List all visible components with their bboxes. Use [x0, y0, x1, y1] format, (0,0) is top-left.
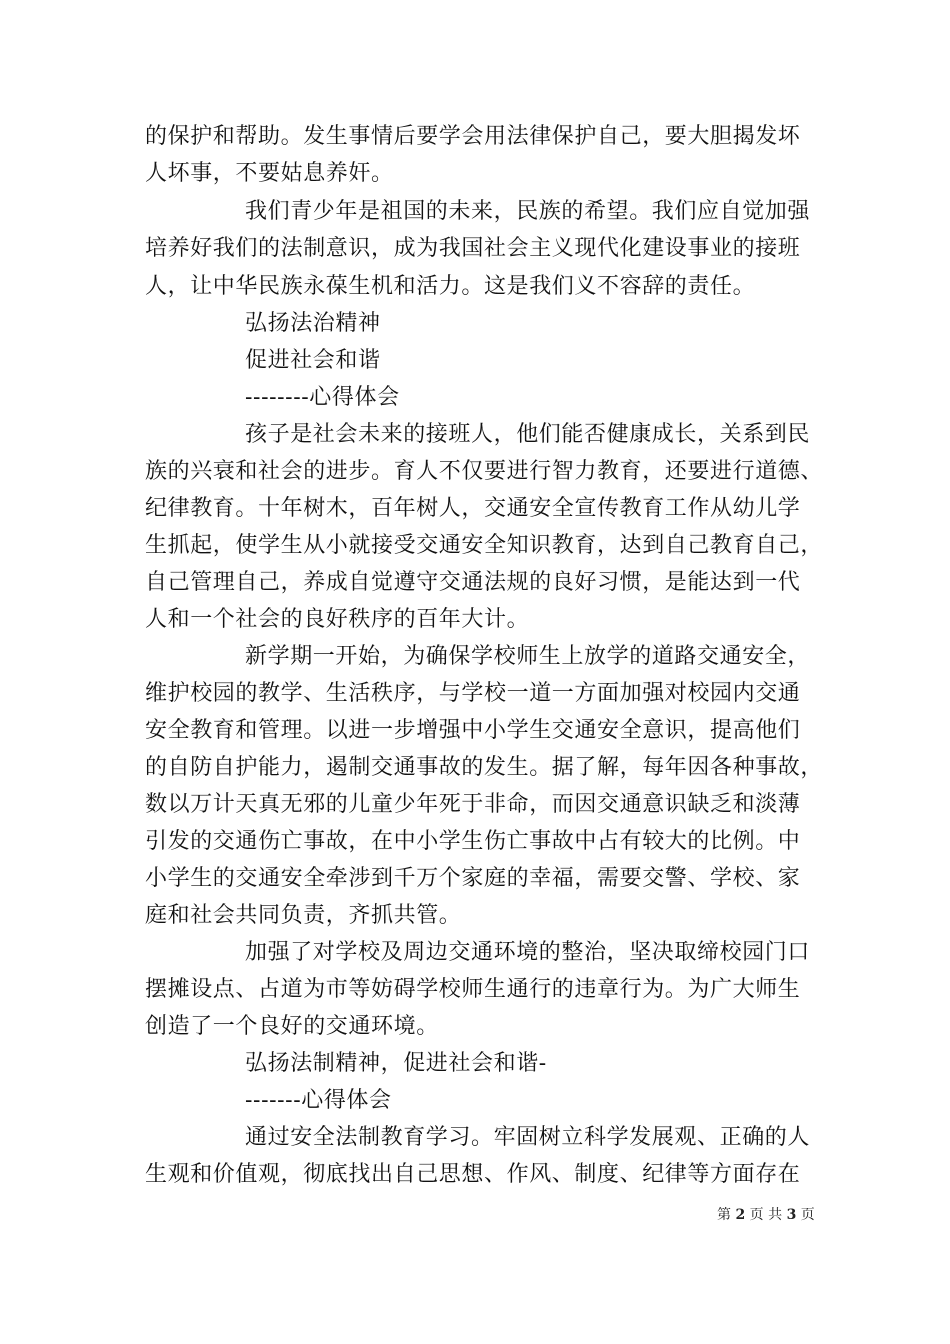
text-line: 我们青少年是祖国的未来，民族的希望。我们应自觉加强: [245, 199, 811, 224]
text-line: 创造了一个良好的交通环境。: [145, 1014, 439, 1039]
text-line: 纪律教育。十年树木，百年树人，交通安全宣传教育工作从幼儿学: [145, 496, 801, 521]
text-line: 人坏事，不要姑息养奸。: [145, 161, 394, 186]
text-line: 的保护和帮助。发生事情后要学会用法律保护自己，要大胆揭发坏: [145, 124, 801, 149]
text-line: 庭和社会共同负责，齐抓共管。: [145, 903, 462, 928]
section-title: 促进社会和谐: [245, 348, 381, 373]
section-title: 弘扬法制精神，促进社会和谐-: [245, 1051, 547, 1076]
text-line: 数以万计天真无邪的儿童少年死于非命，而因交通意识缺乏和淡薄: [145, 792, 801, 817]
text-line: 自己管理自己，养成自觉遵守交通法规的良好习惯，是能达到一代: [145, 570, 801, 595]
total-page-number: 3: [786, 1207, 797, 1223]
section-subtitle: --------心得体会: [245, 385, 400, 410]
footer-prefix: 第: [717, 1207, 731, 1223]
page-footer: [717, 1206, 815, 1224]
text-line: 摆摊设点、占道为市等妨碍学校师生通行的违章行为。为广大师生: [145, 977, 801, 1002]
section-title: 弘扬法治精神: [245, 311, 381, 336]
text-line: 安全教育和管理。以进一步增强中小学生交通安全意识，提高他们: [145, 718, 801, 743]
text-line: 通过安全法制教育学习。牢固树立科学发展观、正确的人: [245, 1125, 811, 1150]
section-subtitle: -------心得体会: [245, 1088, 392, 1113]
text-line: 的自防自护能力，遏制交通事故的发生。据了解，每年因各种事故，: [145, 755, 824, 780]
current-page-number: 2: [735, 1207, 746, 1223]
text-line: 维护校园的教学、生活秩序，与学校一道一方面加强对校园内交通: [145, 681, 801, 706]
text-line: 生观和价值观，彻底找出自己思想、作风、制度、纪律等方面存在: [145, 1162, 801, 1187]
text-line: 生抓起，使学生从小就接受交通安全知识教育，达到自己教育自己，: [145, 533, 824, 558]
text-line: 新学期一开始，为确保学校师生上放学的道路交通安全，: [245, 644, 811, 669]
footer-middle: 页 共: [749, 1207, 783, 1223]
text-line: 加强了对学校及周边交通环境的整治，坚决取缔校园门口: [245, 940, 811, 965]
text-line: 培养好我们的法制意识，成为我国社会主义现代化建设事业的接班: [145, 236, 801, 261]
text-line: 人，让中华民族永葆生机和活力。这是我们义不容辞的责任。: [145, 274, 756, 299]
text-line: 人和一个社会的良好秩序的百年大计。: [145, 607, 530, 632]
text-line: 族的兴衰和社会的进步。育人不仅要进行智力教育，还要进行道德、: [145, 459, 824, 484]
text-line: 孩子是社会未来的接班人，他们能否健康成长，关系到民: [245, 422, 811, 447]
text-line: 小学生的交通安全牵涉到千万个家庭的幸福，需要交警、学校、家: [145, 866, 801, 891]
text-line: 引发的交通伤亡事故，在中小学生伤亡事故中占有较大的比例。中: [145, 829, 801, 854]
footer-suffix: 页: [800, 1207, 815, 1223]
